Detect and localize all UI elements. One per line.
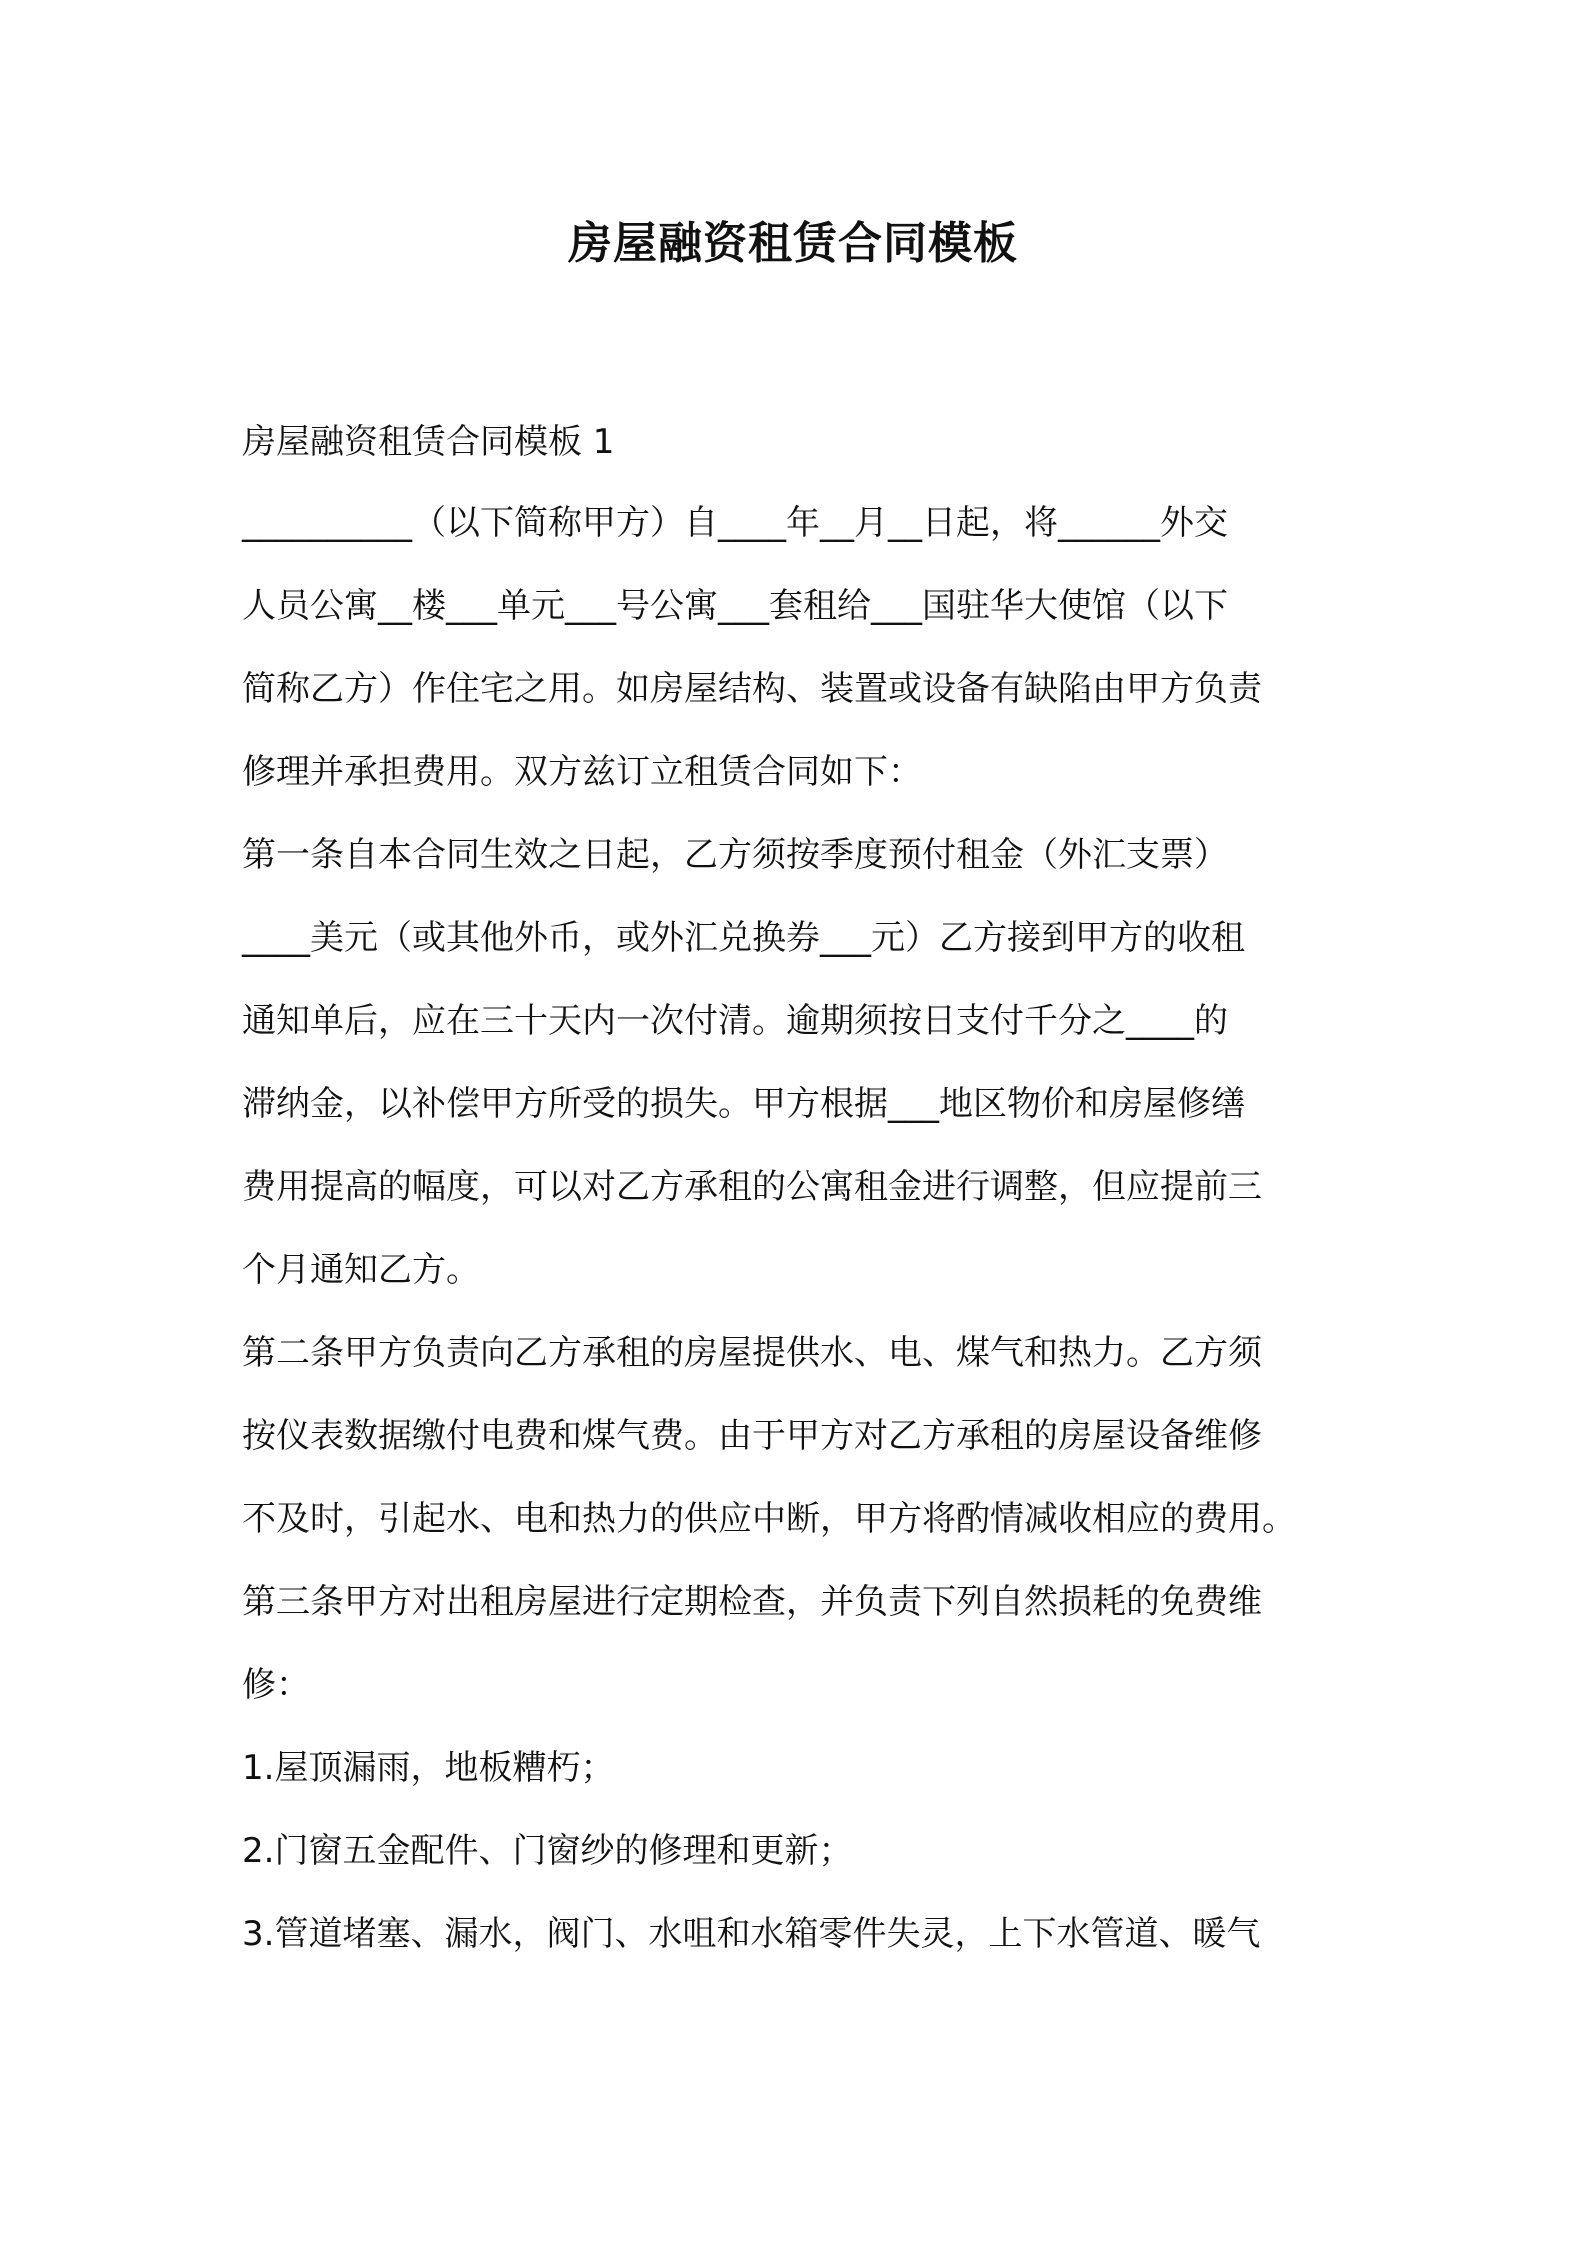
section-subtitle: 房屋融资租赁合同模板 1 xyxy=(242,422,615,462)
text-line: 个月通知乙方。 xyxy=(242,1250,480,1290)
repair-list xyxy=(242,1737,1362,1986)
text-line: 第一条自本合同生效之日起，乙方须按季度预付租金（外汇支票） xyxy=(242,835,1228,875)
text-line: 不及时，引起水、电和热力的供应中断，甲方将酌情减收相应的费用。 xyxy=(242,1499,1296,1539)
list-item: 1.屋顶漏雨，地板糟朽； xyxy=(242,1748,615,1788)
paragraph-article-1 xyxy=(242,824,1362,1322)
document-body xyxy=(242,412,1362,1986)
text-line: 修： xyxy=(242,1665,310,1705)
text-line: 通知单后，应在三十天内一次付清。逾期须按日支付千分之____的 xyxy=(242,1001,1228,1041)
text-line: 修理并承担费用。双方兹订立租赁合同如下： xyxy=(242,752,922,792)
list-item: 2.门窗五金配件、门窗纱的修理和更新； xyxy=(242,1831,853,1871)
text-line: 简称乙方）作住宅之用。如房屋结构、装置或设备有缺陷由甲方负责 xyxy=(242,669,1262,709)
list-item: 3.管道堵塞、漏水，阀门、水咀和水箱零件失灵，上下水管道、暖气 xyxy=(242,1914,1261,1954)
text-line: 滞纳金，以补偿甲方所受的损失。甲方根据___地区物价和房屋修缮 xyxy=(242,1084,1245,1124)
text-line: 第二条甲方负责向乙方承租的房屋提供水、电、煤气和热力。乙方须 xyxy=(242,1333,1262,1373)
text-line: 费用提高的幅度，可以对乙方承租的公寓租金进行调整，但应提前三 xyxy=(242,1167,1262,1207)
text-line: ____美元（或其他外币，或外汇兑换券___元）乙方接到甲方的收租 xyxy=(242,918,1245,958)
paragraph-article-3 xyxy=(242,1571,1362,1737)
text-line: __________（以下简称甲方）自____年__月__日起，将______外交 xyxy=(242,503,1228,543)
document-title: 房屋融资租赁合同模板 xyxy=(568,218,1018,269)
text-line: 第三条甲方对出租房屋进行定期检查，并负责下列自然损耗的免费维 xyxy=(242,1582,1262,1622)
paragraph-article-2 xyxy=(242,1322,1362,1571)
text-line: 人员公寓__楼___单元___号公寓___套租给___国驻华大使馆（以下 xyxy=(242,586,1228,626)
text-line: 按仪表数据缴付电费和煤气费。由于甲方对乙方承租的房屋设备维修 xyxy=(242,1416,1262,1456)
paragraph-intro xyxy=(242,492,1362,824)
